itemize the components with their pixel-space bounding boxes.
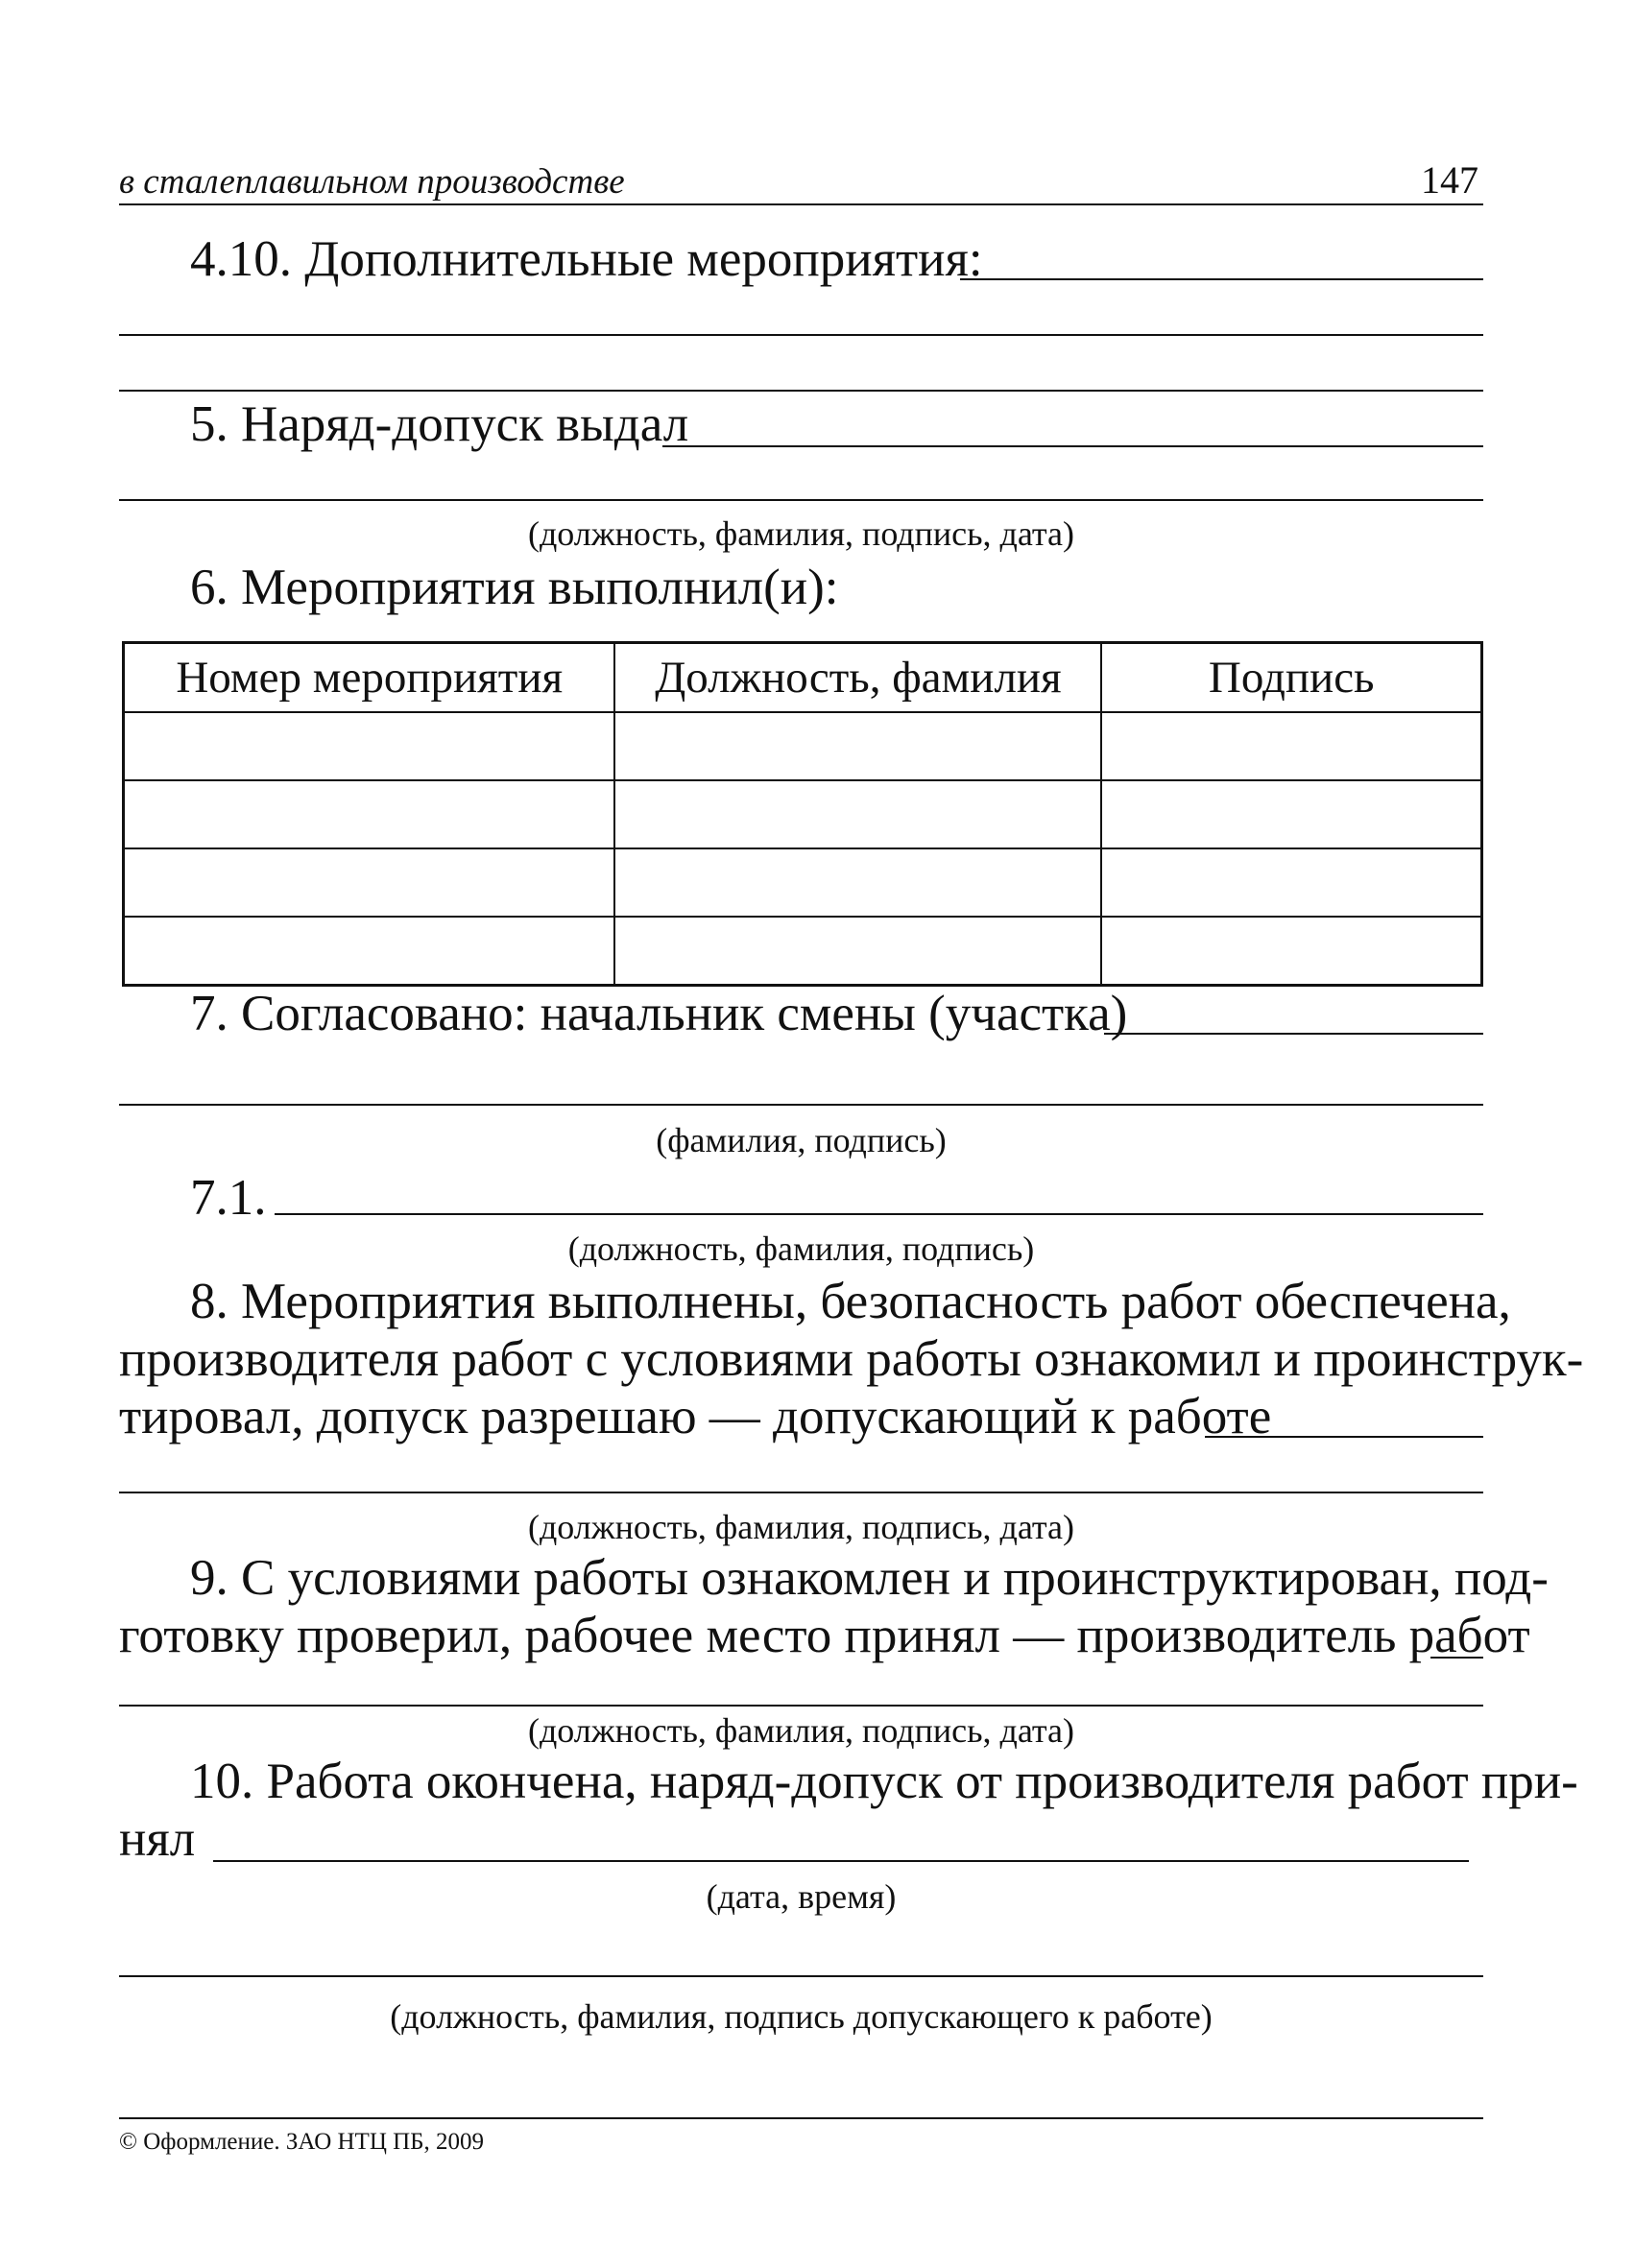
item-8-line-3: тировал, допуск разрешаю — допускающий к работе [119,1389,1272,1444]
item-6-label: 6. Мероприятия выполнил(и): [190,560,839,615]
item-10-paragraph [119,1753,1578,1868]
item-10-caption-2: (должность, фамилия, подпись допускающего к работе) [390,1997,1213,2036]
column-header: Подпись [1101,643,1481,713]
item-5-label: 5. Наряд-допуск выдал [190,396,689,452]
item-8-blank[interactable] [1205,1436,1483,1438]
item-4-10-line-2[interactable] [119,334,1483,336]
item-9-line-1: 9. С условиями работы ознакомлен и проинструктирован, под- [190,1550,1549,1606]
table-cell[interactable] [1101,917,1481,986]
item-9-line-2: готовку проверил, рабочее место принял — производитель работ [119,1608,1530,1663]
footer-rule [119,2117,1483,2119]
item-10-line-1: 10. Работа окончена, наряд-допуск от производителя работ при- [190,1754,1578,1809]
column-header: Номер мероприятия [124,643,615,713]
item-10-line-2: нял [119,1811,196,1867]
item-5-caption: (должность, фамилия, подпись, дата) [527,514,1075,553]
table-cell[interactable] [124,848,615,917]
table-row [124,848,1482,917]
item-9-blank[interactable] [1430,1657,1483,1659]
page-number: 147 [1421,158,1478,202]
item-4-10-line-3[interactable] [119,390,1483,392]
item-5-line-2[interactable] [119,499,1483,501]
table-cell[interactable] [614,780,1101,848]
item-4-10-label: 4.10. Дополнительные мероприятия: [190,231,983,287]
header-rule [119,203,1483,205]
item-9-caption: (должность, фамилия, подпись, дата) [527,1711,1075,1750]
item-4-10-blank[interactable] [960,278,1483,280]
item-9-paragraph [119,1549,1549,1664]
table-cell[interactable] [124,780,615,848]
table-row [124,780,1482,848]
item-7-1-label: 7.1. [190,1170,267,1226]
column-header: Должность, фамилия [614,643,1101,713]
table-cell[interactable] [1101,712,1481,780]
item-7-1-blank[interactable] [275,1213,1483,1215]
item-10-blank[interactable] [213,1860,1469,1862]
table-cell[interactable] [614,712,1101,780]
item-7-caption: (фамилия, подпись) [656,1121,947,1159]
item-7-label: 7. Согласовано: начальник смены (участка) [190,986,1128,1041]
item-7-line-2[interactable] [119,1104,1483,1106]
item-10-line-3[interactable] [119,1975,1483,1977]
item-8-line-4[interactable] [119,1492,1483,1493]
table-cell[interactable] [1101,780,1481,848]
table-cell[interactable] [1101,848,1481,917]
item-5-blank[interactable] [662,445,1483,447]
item-8-paragraph [119,1273,1584,1445]
table-row [124,917,1482,986]
item-8-line-2: производителя работ с условиями работы ознакомил и проинструк- [119,1331,1584,1387]
item-10-caption-1: (дата, время) [706,1877,897,1916]
item-7-1-caption: (должность, фамилия, подпись) [567,1229,1035,1268]
table-cell[interactable] [614,917,1101,986]
item-9-line-3[interactable] [119,1705,1483,1707]
table-row [124,712,1482,780]
item-7-blank[interactable] [1104,1033,1483,1035]
item-8-caption: (должность, фамилия, подпись, дата) [527,1508,1075,1546]
table-header-row [124,643,1482,713]
table-cell[interactable] [124,917,615,986]
measures-table [122,641,1483,987]
table-cell[interactable] [614,848,1101,917]
table-cell[interactable] [124,712,615,780]
footer-copyright: © Оформление. ЗАО НТЦ ПБ, 2009 [119,2129,485,2155]
item-8-line-1: 8. Мероприятия выполнены, безопасность работ обеспечена, [190,1274,1511,1329]
running-title: в сталеплавильном производстве [119,162,625,202]
